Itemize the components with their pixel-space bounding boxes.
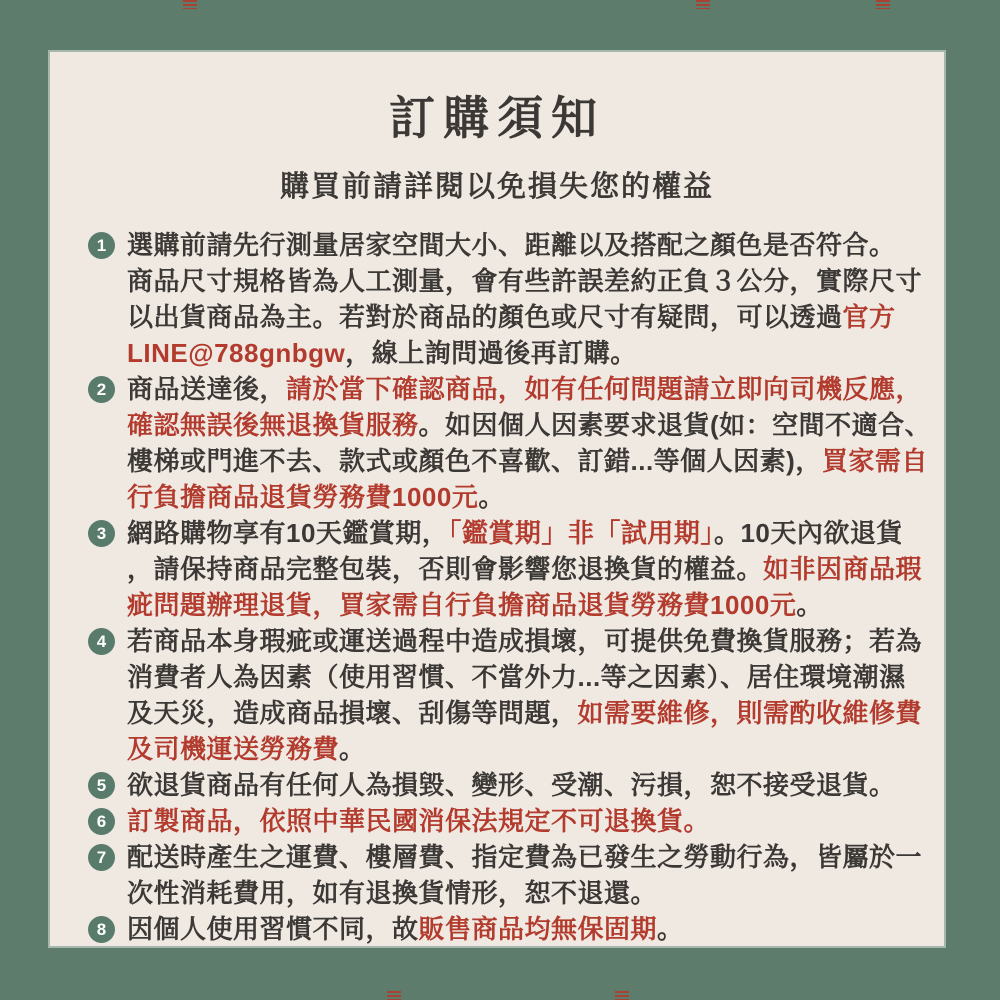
text-segment-red: 買家需自 bbox=[821, 446, 928, 476]
text-segment: 。 bbox=[657, 914, 684, 944]
item-text bbox=[127, 767, 896, 803]
notice-item bbox=[88, 767, 906, 803]
text-segment: 商品送達後， bbox=[127, 374, 287, 404]
item-number-badge: 3 bbox=[88, 520, 115, 547]
text-segment-red: 官方 bbox=[842, 302, 896, 332]
text-segment: 若商品本身瑕疵或運送過程中造成損壞，可提供免費換貨服務；若為 bbox=[127, 626, 923, 656]
notice-list bbox=[88, 227, 932, 947]
text-segment-red: 訂製商品，依照中華民國消保法規定不可退換貨。 bbox=[127, 806, 711, 836]
text-segment-red: 行負擔商品退貨勞務費1000元 bbox=[127, 482, 479, 512]
page-title: 訂購須知 bbox=[389, 92, 605, 144]
text-segment: 欲退貨商品有任何人為損毀、變形、受潮、污損，恕不接受退貨。 bbox=[127, 770, 896, 800]
notice-item bbox=[88, 803, 906, 839]
text-segment: 次性消耗費用，如有退換貨情形，恕不退還。 bbox=[127, 878, 658, 908]
text-segment: 。 bbox=[339, 734, 366, 764]
item-text bbox=[127, 623, 922, 767]
item-number-badge: 6 bbox=[88, 808, 115, 835]
notice-item bbox=[88, 227, 923, 371]
text-segment: 消費者人為因素（使用習慣、不當外力...等之因素）、居住環境潮濕 bbox=[127, 662, 906, 692]
text-segment: 。 bbox=[796, 590, 823, 620]
item-text bbox=[127, 227, 922, 371]
item-number-badge: 5 bbox=[88, 772, 115, 799]
text-segment: 以出貨商品為主。若對於商品的顏色或尺寸有疑問，可以透過 bbox=[127, 302, 843, 332]
text-segment-red: 確認無誤後無退換貨服務 bbox=[127, 410, 419, 440]
notice-panel bbox=[50, 52, 944, 946]
item-text bbox=[127, 911, 684, 947]
text-segment: ，線上詢問過後再訂購。 bbox=[345, 338, 637, 368]
text-segment-red: 如非因商品瑕 bbox=[763, 554, 923, 584]
text-segment: ，請保持商品完整包裝，否則會影響您退換貨的權益。 bbox=[127, 554, 764, 584]
item-text bbox=[127, 515, 922, 623]
notice-item bbox=[88, 911, 906, 947]
text-segment-red: 販售商品均無保固期 bbox=[418, 914, 658, 944]
item-text bbox=[127, 371, 931, 515]
text-segment: 商品尺寸規格皆為人工測量，會有些許誤差約正負３公分，實際尺寸 bbox=[127, 266, 923, 296]
text-segment-red: 「鑑賞期」非「試用期」 bbox=[448, 518, 714, 548]
text-segment: 及天災，造成商品損壞、刮傷等問題， bbox=[127, 698, 578, 728]
item-text bbox=[127, 803, 710, 839]
text-segment-red: 請於當下確認商品，如有任何問題請立即向司機反應， bbox=[286, 374, 923, 404]
text-segment: 。10天內欲退貨 bbox=[713, 518, 903, 548]
item-text bbox=[127, 839, 922, 911]
text-segment: 。 bbox=[478, 482, 505, 512]
item-number-badge: 2 bbox=[88, 376, 115, 403]
cropped-red-text-fragment bbox=[615, 991, 629, 1000]
text-segment: 選購前請先行測量居家空間大小、距離以及搭配之顏色是否符合。 bbox=[127, 230, 896, 260]
text-segment-red: LINE@788gnbgw bbox=[127, 338, 346, 368]
cropped-red-text-fragment bbox=[387, 991, 401, 1000]
text-segment: 配送時產生之運費、樓層費、指定費為已發生之勞動行為，皆屬於一 bbox=[127, 842, 923, 872]
cropped-red-text-fragment bbox=[696, 0, 710, 9]
item-number-badge: 7 bbox=[88, 844, 115, 871]
notice-item bbox=[88, 515, 923, 623]
item-number-badge: 1 bbox=[88, 232, 115, 259]
cropped-red-text-fragment bbox=[183, 0, 197, 9]
text-segment-red: 疵問題辦理退貨，買家需自行負擔商品退貨勞務費1000元 bbox=[127, 590, 797, 620]
cropped-red-text-fragment bbox=[876, 0, 890, 9]
text-segment: 網路購物享有10天鑑賞期， bbox=[127, 518, 449, 548]
text-segment-red: 及司機運送勞務費 bbox=[127, 734, 340, 764]
text-segment: 樓梯或門進不去、款式或顏色不喜歡、訂錯...等個人因素)， bbox=[127, 446, 822, 476]
item-number-badge: 8 bbox=[88, 916, 115, 943]
item-number-badge: 4 bbox=[88, 628, 115, 655]
notice-item bbox=[88, 839, 923, 911]
notice-item bbox=[88, 371, 932, 515]
page-subtitle: 購買前請詳閱以免損失您的權益 bbox=[279, 171, 714, 203]
text-segment-red: 如需要維修，則需酌收維修費 bbox=[577, 698, 923, 728]
text-segment: 因個人使用習慣不同，故 bbox=[127, 914, 419, 944]
text-segment: 。如因個人因素要求退貨(如：空間不適合、 bbox=[418, 410, 932, 440]
notice-item bbox=[88, 623, 923, 767]
